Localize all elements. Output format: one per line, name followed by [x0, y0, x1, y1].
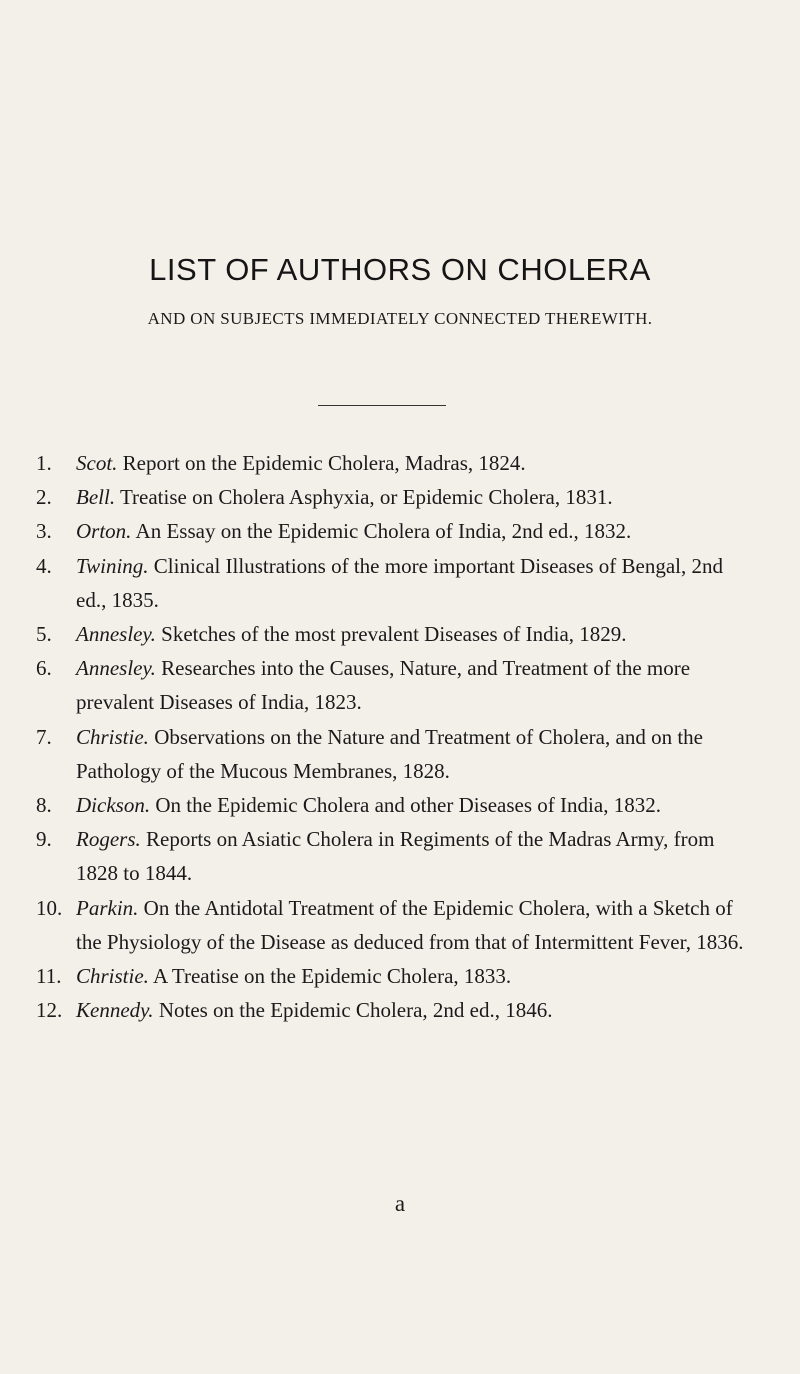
entry-author: Scot. — [76, 451, 118, 475]
entry-author: Twining. — [76, 553, 149, 578]
entry-text: Observations on the Nature and Treatment of Cholera, and on the Pathology of the Mucous Membranes, 1828. — [76, 724, 703, 783]
list-item — [36, 549, 756, 617]
entry-text: Clinical Illustrations of the more important Diseases of Bengal, 2nd ed., 1835. — [76, 553, 724, 612]
entry-text: An Essay on the Epidemic Cholera of India, 2nd ed., 1832. — [135, 519, 632, 544]
entry-text: Reports on Asiatic Cholera in Regiments of the Madras Army, from 1828 to 1844. — [76, 827, 715, 886]
entry-author: Annesley. — [76, 622, 156, 647]
entry-number: 3. — [36, 519, 52, 544]
divider-rule — [318, 405, 446, 406]
entry-author: Rogers. — [76, 827, 141, 852]
entry-number: 4. — [36, 553, 52, 578]
entry-number: 10. — [36, 895, 63, 920]
entry-author: Annesley. — [76, 656, 156, 681]
list-item — [36, 891, 756, 959]
list-item — [36, 617, 756, 651]
entry-author: Christie. — [76, 724, 149, 749]
entry-author: Bell. — [76, 485, 116, 510]
entry-text: Notes on the Epidemic Cholera, 2nd ed., 1846. — [158, 998, 553, 1023]
list-item — [36, 446, 756, 480]
entry-author: Orton. — [76, 519, 132, 544]
list-item — [36, 480, 756, 514]
entry-number: 6. — [36, 656, 52, 681]
entry-number: 2. — [36, 485, 52, 510]
entry-text: Researches into the Causes, Nature, and Treatment of the more prevalent Diseases of India, 1823. — [76, 656, 691, 715]
entry-number: 5. — [36, 622, 52, 647]
entry-author: Parkin. — [76, 895, 139, 920]
list-item — [36, 822, 756, 890]
entry-text: Treatise on Cholera Asphyxia, or Epidemic Cholera, 1831. — [119, 485, 613, 510]
list-item — [36, 788, 756, 822]
authors-list — [36, 446, 756, 1027]
entry-text: Sketches of the most prevalent Diseases of India, 1829. — [161, 622, 627, 647]
signature-mark: a — [394, 1191, 406, 1216]
entry-number: 8. — [36, 793, 52, 818]
page-subtitle: AND ON SUBJECTS IMMEDIATELY CONNECTED THEREWITH. — [147, 309, 653, 328]
list-item — [36, 993, 756, 1027]
page-title: LIST OF AUTHORS ON CHOLERA — [149, 252, 651, 287]
entry-text: Report on the Epidemic Cholera, Madras, 1824. — [122, 451, 526, 475]
entry-author: Christie. — [76, 964, 149, 989]
list-item — [36, 514, 756, 548]
entry-text: A Treatise on the Epidemic Cholera, 1833. — [153, 964, 512, 989]
list-item — [36, 959, 756, 993]
list-item — [36, 720, 756, 788]
entry-number: 11. — [36, 964, 62, 989]
entry-number: 1. — [36, 451, 52, 475]
entry-number: 7. — [36, 724, 52, 749]
entry-text: On the Epidemic Cholera and other Diseases of India, 1832. — [155, 793, 661, 818]
list-item — [36, 651, 756, 719]
entry-author: Dickson. — [76, 793, 151, 818]
entry-number: 9. — [36, 827, 52, 852]
entry-text: On the Antidotal Treatment of the Epidemic Cholera, with a Sketch of the Physiology of the Disease as deduced from that of Intermittent Fever, 1836. — [76, 895, 744, 954]
entry-number: 12. — [36, 998, 63, 1023]
entry-author: Kennedy. — [76, 998, 154, 1023]
